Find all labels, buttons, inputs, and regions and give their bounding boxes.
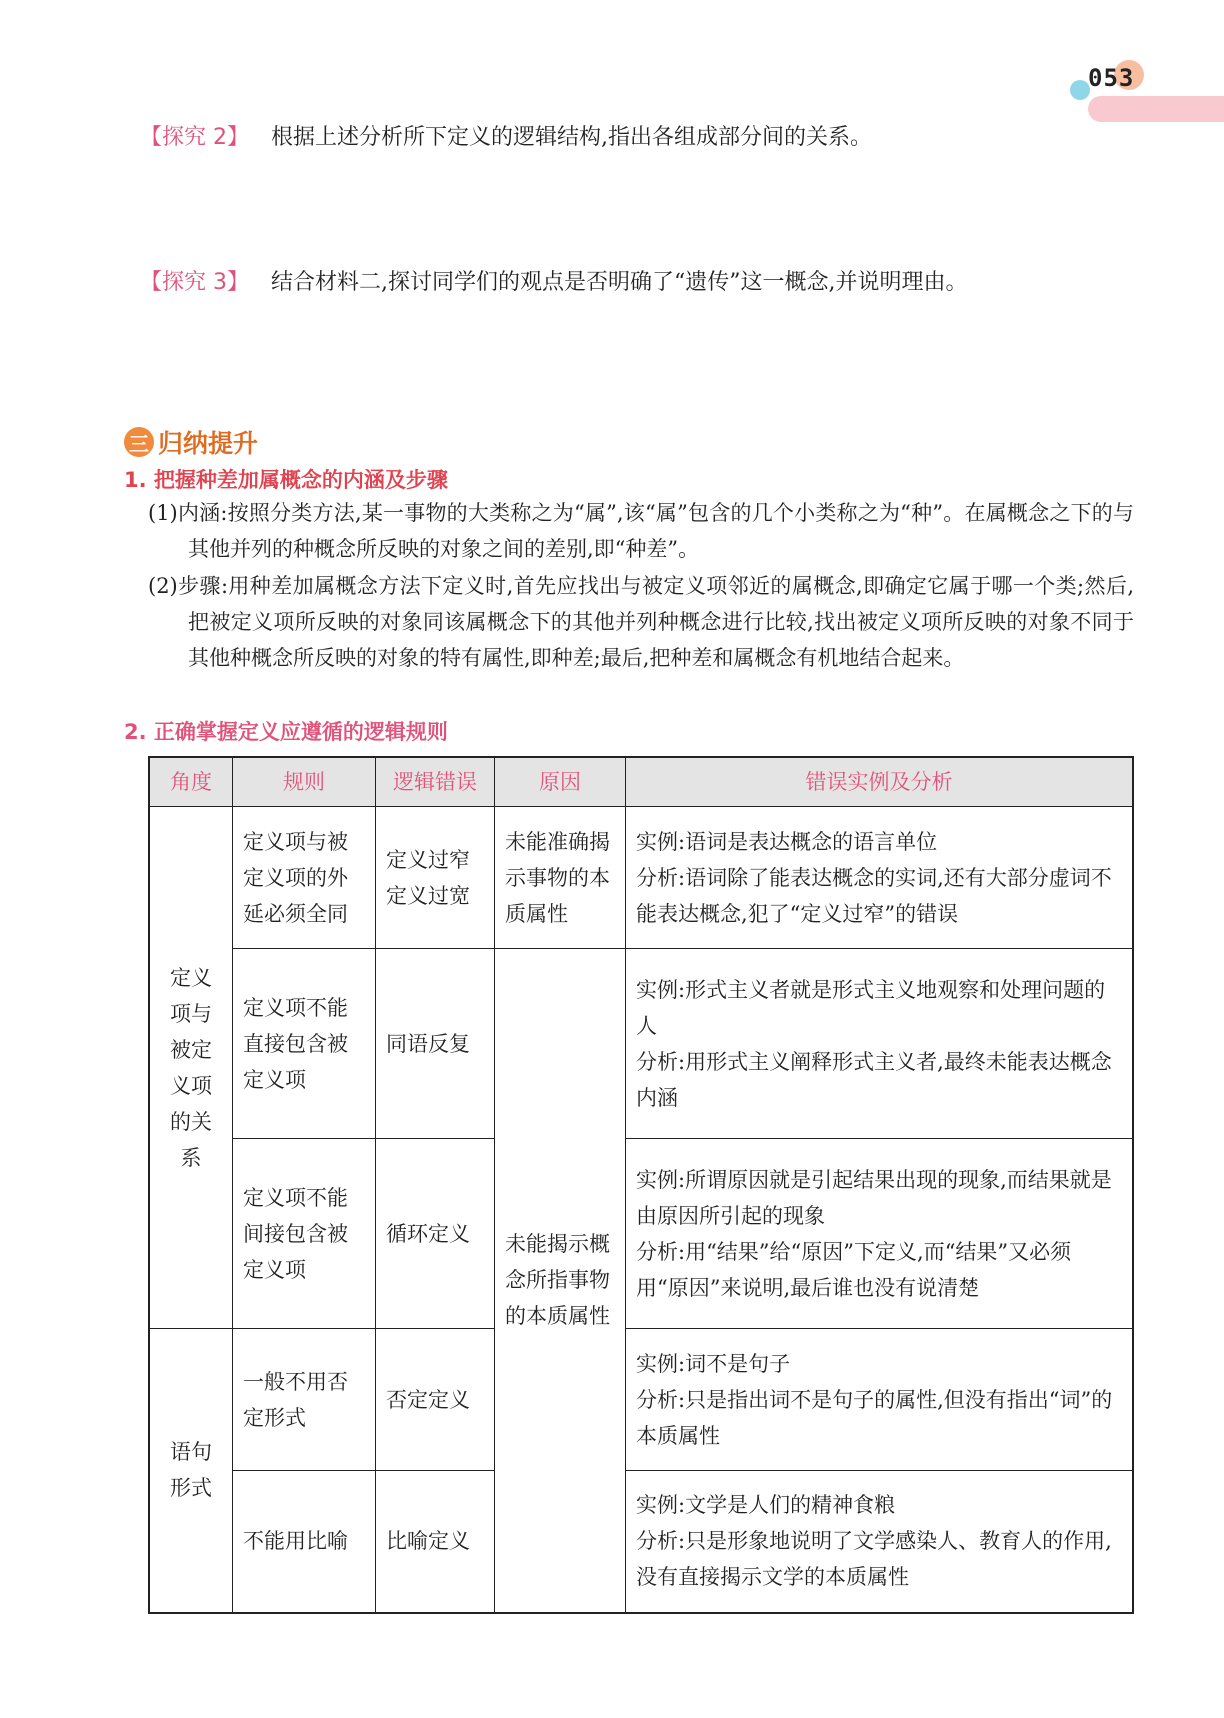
rule-cell: 一般不用否定形式 <box>233 1329 376 1471</box>
example-text: 实例:词不是句子 <box>636 1351 791 1376</box>
angle-cell: 定义项与被定义项的关系 <box>149 807 233 1329</box>
page-number-bar <box>1088 96 1224 122</box>
angle-cell: 语句形式 <box>149 1329 233 1613</box>
example-cell <box>626 949 1134 1139</box>
reason-cell: 未能揭示概念所指事物的本质属性 <box>495 949 626 1613</box>
table-row <box>149 949 1133 1139</box>
header-reason: 原因 <box>495 757 626 807</box>
rule-cell: 定义项与被定义项的外延必须全同 <box>233 807 376 949</box>
rule-cell: 不能用比喻 <box>233 1471 376 1613</box>
point-1-heading: 1. 把握种差加属概念的内涵及步骤 <box>124 468 448 492</box>
error-cell: 同语反复 <box>376 949 495 1139</box>
example-text: 实例:所谓原因就是引起结果出现的现象,而结果就是由原因所引起的现象 <box>636 1167 1112 1228</box>
error-cell: 定义过窄定义过宽 <box>376 807 495 949</box>
rule-cell: 定义项不能直接包含被定义项 <box>233 949 376 1139</box>
analysis-text: 分析:用“结果”给“原因”下定义,而“结果”又必须用“原因”来说明,最后谁也没有说清楚 <box>636 1239 1072 1300</box>
header-angle: 角度 <box>149 757 233 807</box>
point-1-item-1 <box>148 495 1134 567</box>
exploration-text: 结合材料二,探讨同学们的观点是否明确了“遗传”这一概念,并说明理由。 <box>271 270 968 295</box>
page-number-badge <box>1070 58 1224 122</box>
example-cell <box>626 1329 1134 1471</box>
point-1-item-2 <box>148 568 1134 676</box>
example-cell <box>626 1139 1134 1329</box>
section-number-icon: 三 <box>124 427 154 457</box>
error-cell: 比喻定义 <box>376 1471 495 1613</box>
exploration-tag: 【探究 2】 <box>140 125 249 150</box>
example-text: 实例:语词是表达概念的语言单位 <box>636 829 938 854</box>
header-example: 错误实例及分析 <box>626 757 1134 807</box>
analysis-text: 分析:只是形象地说明了文学感染人、教育人的作用,没有直接揭示文学的本质属性 <box>636 1529 1112 1590</box>
section-heading <box>124 424 258 460</box>
header-rule: 规则 <box>233 757 376 807</box>
table-row <box>149 1329 1133 1471</box>
exploration-text: 根据上述分析所下定义的逻辑结构,指出各组成部分间的关系。 <box>271 125 872 150</box>
section-title: 归纳提升 <box>158 429 259 458</box>
example-cell <box>626 807 1134 949</box>
error-cell: 否定定义 <box>376 1329 495 1471</box>
paragraph: (2)步骤:用种差加属概念方法下定义时,首先应找出与被定义项邻近的属概念,即确定它属于哪一个类;然后,把被定义项所反映的对象同该属概念下的其他并列种概念进行比较,找出被定义项所反映的对象不同于其他种概念所反映的对象的特有属性,即种差;最后,把种差和属概念有机地结合起来。 <box>148 574 1134 670</box>
analysis-text: 分析:只是指出词不是句子的属性,但没有指出“词”的本质属性 <box>636 1387 1113 1448</box>
analysis-text: 分析:语词除了能表达概念的实词,还有大部分虚词不能表达概念,犯了“定义过窄”的错误 <box>636 865 1112 926</box>
example-text: 实例:形式主义者就是形式主义地观察和处理问题的人 <box>636 977 1106 1038</box>
example-cell <box>626 1471 1134 1613</box>
reason-cell: 未能准确揭示事物的本质属性 <box>495 807 626 949</box>
exploration-3 <box>140 268 967 298</box>
page-number: 053 <box>1088 64 1135 92</box>
exploration-2 <box>140 123 872 153</box>
exploration-tag: 【探究 3】 <box>140 270 249 295</box>
paragraph: (1)内涵:按照分类方法,某一事物的大类称之为“属”,该“属”包含的几个小类称之为“种”。在属概念之下的与其他并列的种概念所反映的对象之间的差别,即“种差”。 <box>148 501 1134 561</box>
rule-cell: 定义项不能间接包含被定义项 <box>233 1139 376 1329</box>
table-row <box>149 1471 1133 1613</box>
decorative-dot <box>1070 80 1090 100</box>
analysis-text: 分析:用形式主义阐释形式主义者,最终未能表达概念内涵 <box>636 1049 1112 1110</box>
example-text: 实例:文学是人们的精神食粮 <box>636 1493 896 1518</box>
table-row <box>149 807 1133 949</box>
logic-rules-table <box>148 756 1134 1614</box>
point-2-heading: 2. 正确掌握定义应遵循的逻辑规则 <box>124 720 448 744</box>
table-header-row <box>149 757 1133 807</box>
header-error: 逻辑错误 <box>376 757 495 807</box>
error-cell: 循环定义 <box>376 1139 495 1329</box>
table-row <box>149 1139 1133 1329</box>
